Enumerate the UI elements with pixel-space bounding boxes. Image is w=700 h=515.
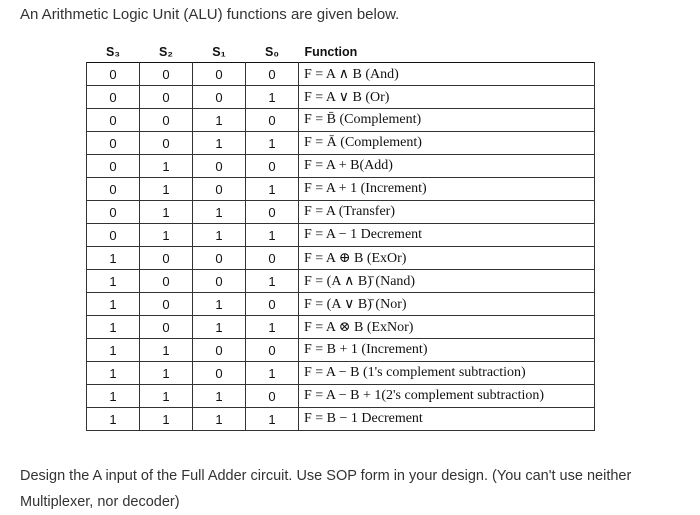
cell-function: F = A ⊗ B (ExNor): [299, 316, 595, 339]
table-row: [87, 293, 595, 316]
cell-s0: 0: [246, 109, 299, 132]
header-s2: S₂: [159, 45, 173, 59]
cell-function: F = A ∨ B (Or): [299, 86, 595, 109]
cell-function: F = A ∧ B (And): [299, 63, 595, 86]
cell-s3: 1: [87, 247, 140, 270]
cell-function: F = A − 1 Decrement: [299, 224, 595, 247]
cell-s2: 1: [140, 224, 193, 247]
cell-s1: 0: [193, 339, 246, 362]
cell-s0: 0: [246, 63, 299, 86]
cell-s1: 1: [193, 201, 246, 224]
cell-s2: 0: [140, 293, 193, 316]
table-row: [87, 385, 595, 408]
cell-s1: 1: [193, 224, 246, 247]
cell-s1: 0: [193, 155, 246, 178]
table-row: [87, 408, 595, 431]
cell-s3: 0: [87, 86, 140, 109]
cell-s0: 0: [246, 293, 299, 316]
cell-function: F = B̄ (Complement): [299, 109, 595, 132]
cell-s2: 1: [140, 201, 193, 224]
header-s3: S₃: [105, 45, 121, 59]
cell-s2: 0: [140, 86, 193, 109]
cell-s2: 0: [140, 63, 193, 86]
table-row: [87, 132, 595, 155]
cell-s3: 0: [87, 155, 140, 178]
cell-function: F = Ā (Complement): [299, 132, 595, 155]
cell-s1: 0: [193, 63, 246, 86]
table-row: [87, 109, 595, 132]
table-row: [87, 362, 595, 385]
cell-s2: 0: [140, 109, 193, 132]
cell-s0: 1: [246, 316, 299, 339]
table-row: [87, 339, 595, 362]
cell-s2: 0: [140, 316, 193, 339]
cell-s2: 0: [140, 270, 193, 293]
cell-function: F = A + B(Add): [299, 155, 595, 178]
cell-s3: 0: [87, 109, 140, 132]
question-text: Design the A input of the Full Adder circuit. Use SOP form in your design. (You can't use neither Multiplexer, nor decoder): [20, 468, 632, 510]
cell-function: F = A − B (1's complement subtraction): [299, 362, 595, 385]
cell-function: F = A (Transfer): [299, 201, 595, 224]
cell-s0: 1: [246, 224, 299, 247]
cell-s0: 0: [246, 201, 299, 224]
cell-s3: 0: [87, 132, 140, 155]
cell-function: F = A ⊕ B (ExOr): [299, 247, 595, 270]
cell-function: F = B + 1 (Increment): [299, 339, 595, 362]
cell-s0: 0: [246, 155, 299, 178]
cell-function: F = B − 1 Decrement: [299, 408, 595, 431]
cell-s1: 1: [193, 408, 246, 431]
cell-s3: 0: [87, 201, 140, 224]
cell-s3: 1: [87, 362, 140, 385]
cell-s3: 0: [87, 178, 140, 201]
intro-text: An Arithmetic Logic Unit (ALU) functions are given below.: [20, 6, 400, 23]
cell-function: F = A + 1 (Increment): [299, 178, 595, 201]
table-row: [87, 270, 595, 293]
cell-s1: 1: [193, 316, 246, 339]
cell-s1: 0: [193, 270, 246, 293]
cell-s2: 1: [140, 339, 193, 362]
cell-s1: 1: [193, 109, 246, 132]
header-function: Function: [304, 45, 358, 59]
cell-s0: 1: [246, 178, 299, 201]
cell-s1: 0: [193, 247, 246, 270]
cell-function: F = (A ∧ B)̄ (Nand): [299, 270, 595, 293]
cell-s2: 1: [140, 362, 193, 385]
header-s1: S₁: [212, 45, 226, 59]
alu-function-table: [86, 42, 595, 431]
cell-s3: 1: [87, 339, 140, 362]
table-row: [87, 86, 595, 109]
cell-s2: 0: [140, 132, 193, 155]
cell-s0: 0: [246, 385, 299, 408]
cell-s0: 1: [246, 408, 299, 431]
cell-s1: 1: [193, 293, 246, 316]
cell-s2: 1: [140, 385, 193, 408]
cell-s0: 0: [246, 247, 299, 270]
table-row: [87, 247, 595, 270]
cell-s0: 1: [246, 86, 299, 109]
cell-s2: 1: [140, 178, 193, 201]
table-row: [87, 316, 595, 339]
table-row: [87, 178, 595, 201]
cell-function: F = (A ∨ B)̄ (Nor): [299, 293, 595, 316]
cell-s3: 1: [87, 408, 140, 431]
cell-s1: 1: [193, 385, 246, 408]
cell-s2: 0: [140, 247, 193, 270]
cell-s2: 1: [140, 155, 193, 178]
cell-s0: 1: [246, 270, 299, 293]
cell-s1: 1: [193, 132, 246, 155]
cell-s0: 0: [246, 339, 299, 362]
table-row: [87, 201, 595, 224]
cell-s3: 1: [87, 293, 140, 316]
cell-s0: 1: [246, 132, 299, 155]
cell-s3: 1: [87, 316, 140, 339]
cell-s3: 0: [87, 63, 140, 86]
cell-function: F = A − B + 1(2's complement subtraction): [299, 385, 595, 408]
table-header-row: [87, 42, 595, 63]
table-row: [87, 155, 595, 178]
cell-s1: 0: [193, 178, 246, 201]
cell-s3: 1: [87, 270, 140, 293]
cell-s3: 0: [87, 224, 140, 247]
cell-s3: 1: [87, 385, 140, 408]
cell-s1: 0: [193, 362, 246, 385]
table-body: [87, 63, 595, 431]
header-s0: S₀: [265, 45, 279, 59]
table-row: [87, 63, 595, 86]
cell-s2: 1: [140, 408, 193, 431]
cell-s1: 0: [193, 86, 246, 109]
table-row: [87, 224, 595, 247]
cell-s0: 1: [246, 362, 299, 385]
